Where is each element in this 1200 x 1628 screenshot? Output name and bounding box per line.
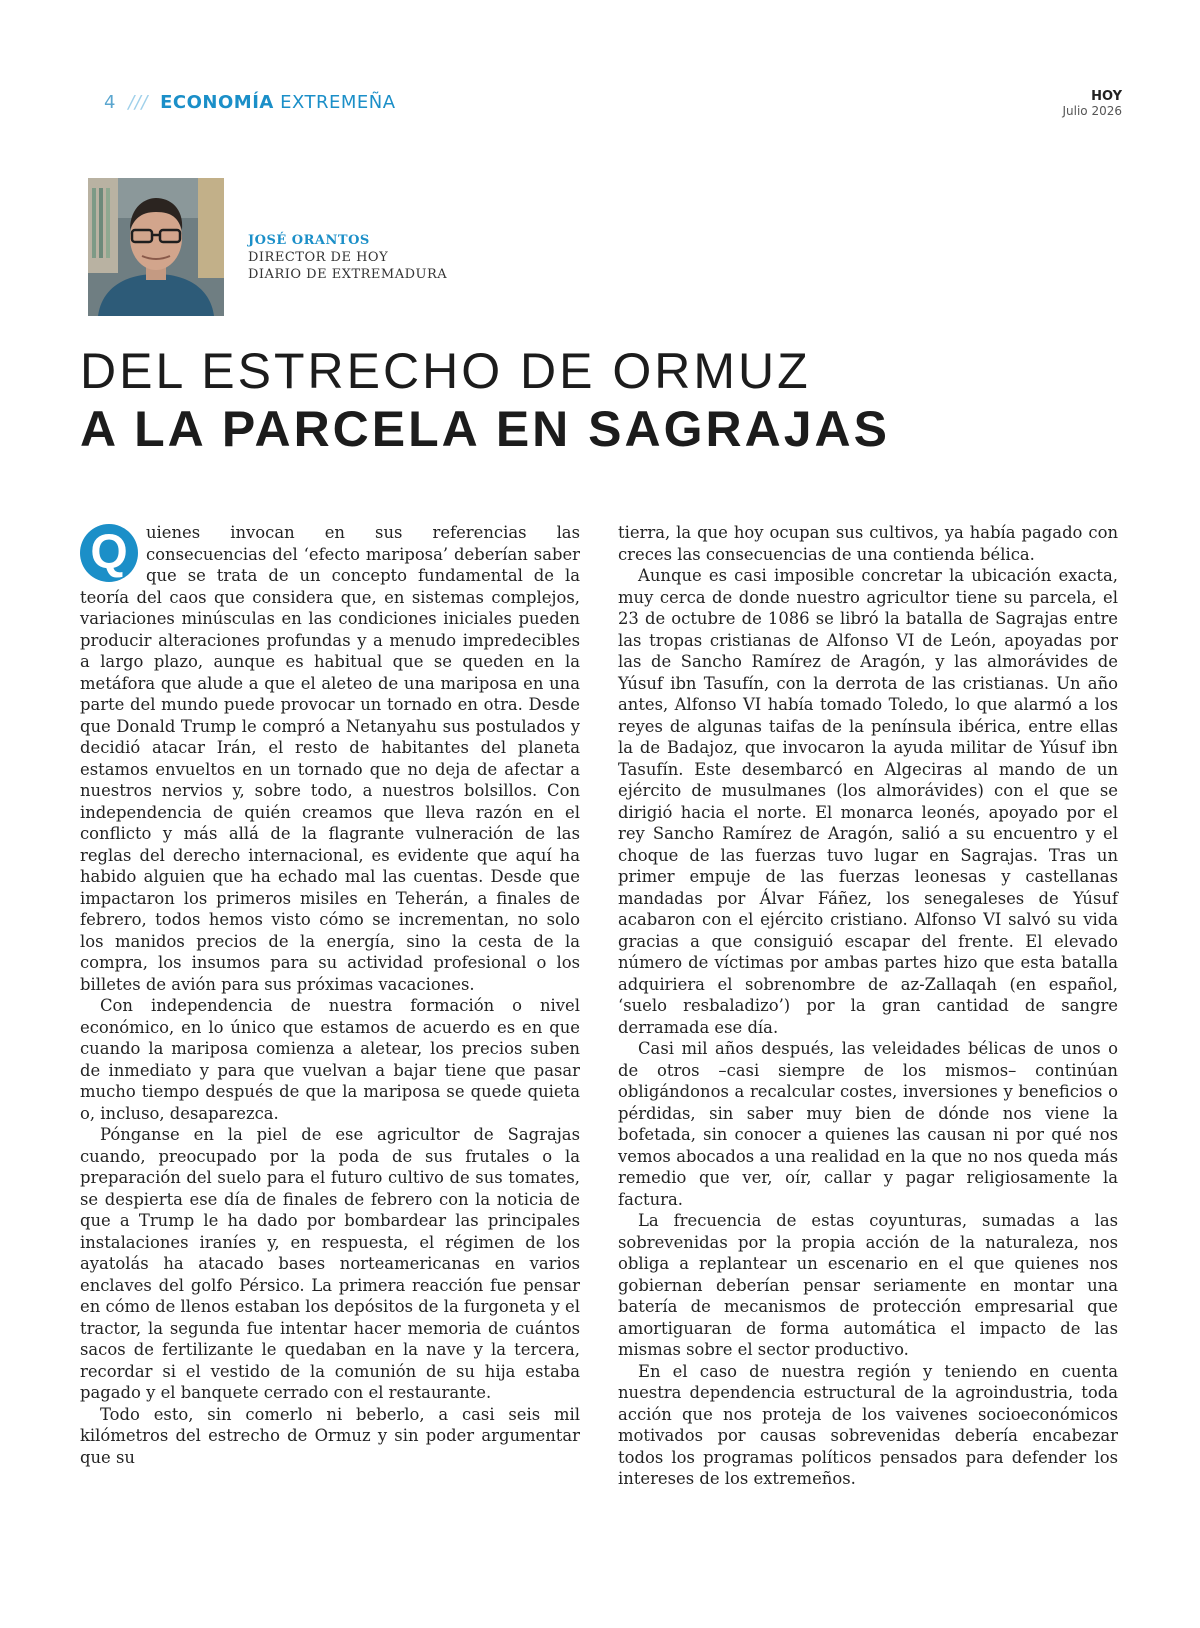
- article-column-1: [80, 522, 580, 1468]
- paragraph-text: uienes invocan en sus referencias las consecuencias del ‘efecto mariposa’ deberían saber que se trata de un concepto fundamental de la teoría del caos que considera que, en sistemas complejos, variaciones minúsculas en las condiciones iniciales pueden producir alteraciones profundas y a menudo impredecibles a largo plazo, aunque es habitual que se queden en la metáfora que alude a que el aleteo de una mariposa en una parte del mundo puede provocar un tornado en otra. Desde que Donald Trump le compró a Netanyahu sus postulados y decidió atacar Irán, el resto de habitantes del planeta estamos envueltos en un tornado que no deja de afectar a nuestros nervios y, sobre todo, a nuestros bolsillos. Con independencia de quién creamos que lleva razón en el conflicto y más allá de la flagrante vulneración de las reglas del derecho internacional, es evidente que aquí ha habido alguien que ha echado mal las cuentas. Desde que impactaron los primeros misiles en Teherán, a finales de febrero, todos hemos visto cómo se incrementan, no solo los manidos precios de la energía, sino la cesta de la compra, los insumos para su actividad profesional o los billetes de avión para sus próximas vacaciones.: [80, 523, 580, 994]
- section-subname: EXTREMEÑA: [280, 92, 396, 113]
- paragraph: Aunque es casi imposible concretar la ubicación exacta, muy cerca de donde nuestro agricultor tiene su parcela, el 23 de octubre de 1086 se libró la batalla de Sagrajas entre las tropas cristianas de Alfonso VI de León, apoyadas por las de Sancho Ramírez de Aragón, y las almorávides de Yúsuf ibn Tasufín, con la derrota de las cristianas. Un año antes, Alfonso VI había tomado Toledo, lo que alarmó a los reyes de algunas taifas de la península ibérica, entre ellas la de Badajoz, que invocaron la ayuda militar de Yúsuf ibn Tasufín. Este desembarcó en Algeciras al mando de un ejército de musulmanes (los almorávides) con el que se dirigió hacia el norte. El monarca leonés, apoyado por el rey Sancho Ramírez de Aragón, salió a su encuentro y el choque de las fuerzas tuvo lugar en Sagrajas. Tras un primer empuje de las fuerzas leonesas y castellanas mandadas por Álvar Fáñez, los senegaleses de Yúsuf acabaron con el ejército cristiano. Alfonso VI salvó su vida gracias a que consiguió escapar del frente. El elevado número de víctimas por ambas partes hizo que esta batalla adquiriera el sobrenombre de az-Zallaqah (en español, ‘suelo resbaladizo’) por la gran cantidad de sangre derramada ese día.: [618, 566, 1118, 1037]
- author-byline: [248, 232, 447, 283]
- paragraph: Pónganse en la piel de ese agricultor de Sagrajas cuando, preocupado por la poda de sus frutales o la preparación del suelo para el futuro cultivo de sus tomates, se despierta ese día de finales de febrero con la noticia de que a Trump le ha dado por bombardear las principales instalaciones iraníes y, en respuesta, el régimen de los ayatolás ha atacado bases norteamericanas en varios enclaves del golfo Pérsico. La primera reacción fue pensar en cómo de llenos estaban los depósitos de la furgoneta y el tractor, la segunda fue intentar hacer memoria de cuántos sacos de fertilizante le quedaban en la nave y la tercera, recordar si el vestido de la comunión de su hija estaba pagado y el banquete cerrado con el restaurante.: [80, 1125, 580, 1402]
- publication-info: [1062, 90, 1122, 118]
- article-column-2: [618, 522, 1118, 1490]
- drop-cap: Q: [80, 524, 138, 582]
- paragraph: La frecuencia de estas coyunturas, sumadas a las sobrevenidas por la propia acción de la naturaleza, nos obliga a replantear un escenario en el que quienes nos gobiernan deberían pensar seriamente en montar una batería de mecanismos de protección empresarial que amortiguaran de forma automática el impacto de las mismas sobre el sector productivo.: [618, 1211, 1118, 1359]
- publication-date: Julio 2026: [1062, 104, 1122, 118]
- paragraph: [80, 522, 580, 995]
- paragraph: Con independencia de nuestra formación o nivel económico, en lo único que estamos de acuerdo es en que cuando la mariposa comienza a aletear, los precios suben de inmediato y para que vuelvan a bajar tiene que pasar mucho tiempo después de que la mariposa se quede quieta o, incluso, desaparezca.: [80, 996, 580, 1123]
- article-title: [80, 342, 890, 458]
- paragraph: tierra, la que hoy ocupan sus cultivos, ya había pagado con creces las consecuencias de una contienda bélica.: [618, 523, 1118, 564]
- title-line-2: A LA PARCELA EN SAGRAJAS: [80, 401, 891, 457]
- section-header: [104, 92, 396, 113]
- paragraph: Casi mil años después, las veleidades bélicas de unos o de otros –casi siempre de los mismos– continúan obligándonos a recalcular costes, inversiones y beneficios o pérdidas, sin saber muy bien de dónde nos viene la bofetada, sin conocer a quienes las causan ni por qué nos vemos abocados a una realidad en la que no nos queda más remedio que ver, oír, callar y pagar religiosamente la factura.: [618, 1039, 1118, 1209]
- section-name: ECONOMÍA: [160, 92, 274, 113]
- paragraph: Todo esto, sin comerlo ni beberlo, a casi seis mil kilómetros del estrecho de Ormuz y sin poder argumentar que su: [80, 1404, 580, 1467]
- author-publication: DIARIO DE EXTREMADURA: [248, 267, 448, 282]
- author-photo: [88, 178, 224, 316]
- page-number: 4: [104, 92, 116, 113]
- author-name: JOSÉ ORANTOS: [248, 233, 370, 248]
- publication-name: HOY: [1091, 89, 1122, 104]
- author-role: DIRECTOR DE HOY: [248, 250, 389, 265]
- title-line-1: DEL ESTRECHO DE ORMUZ: [80, 343, 811, 399]
- separator: ///: [128, 92, 148, 113]
- paragraph: En el caso de nuestra región y teniendo en cuenta nuestra dependencia estructural de la agroindustria, toda acción que nos proteja de los vaivenes socioeconómicos motivados por causas sobrevenidas debería encabezar todos los programas políticos pensados para defender los intereses de los extremeños.: [618, 1361, 1118, 1488]
